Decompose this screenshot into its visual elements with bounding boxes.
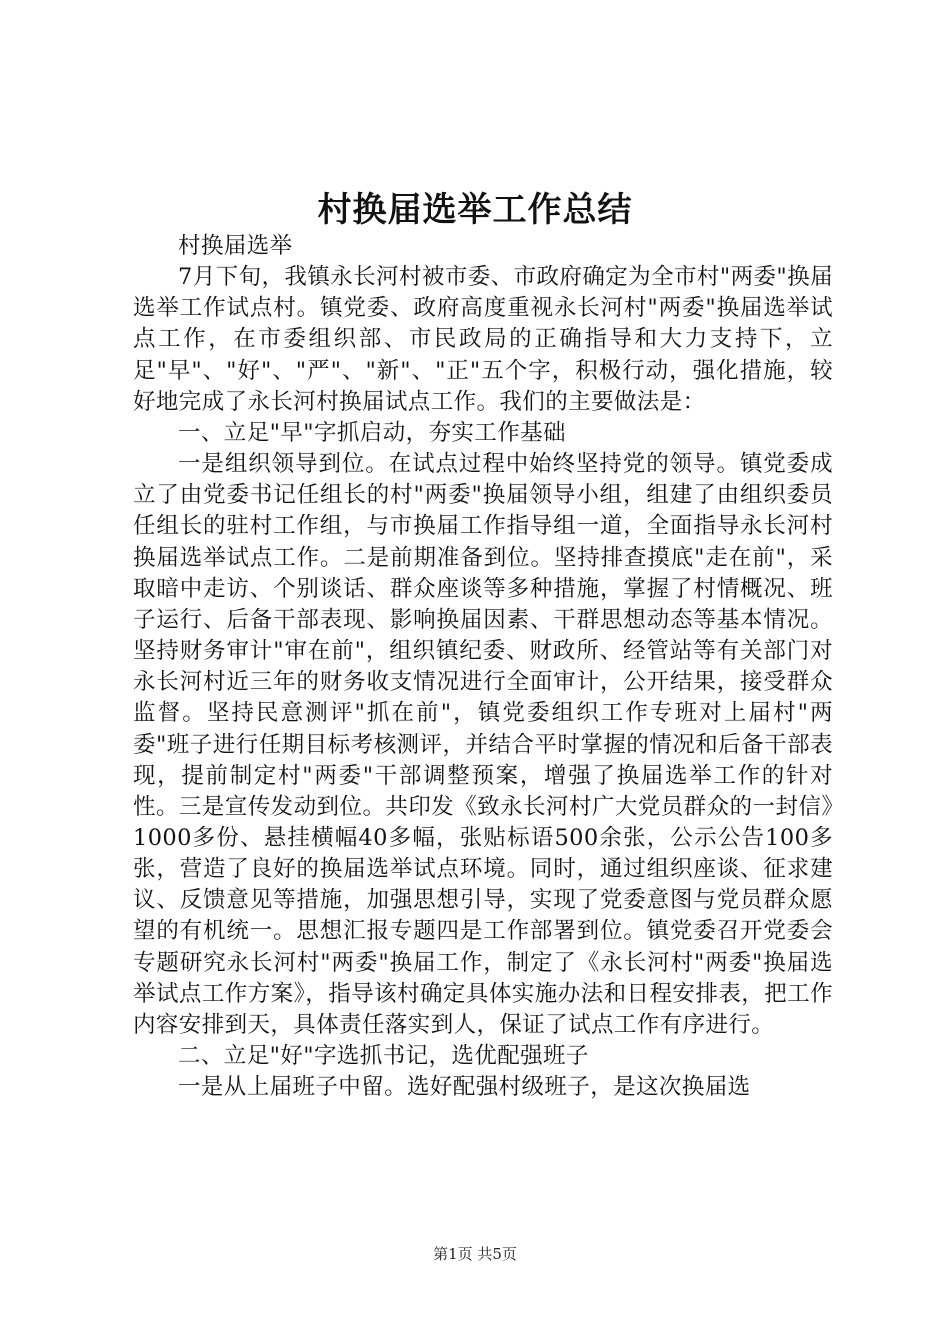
paragraph-section-2: 一是从上届班子中留。选好配强村级班子，是这次换届选 (178, 1074, 751, 1101)
paragraph-section-1: 一是组织领导到位。在试点过程中始终坚持党的领导。镇党委成立了由党委书记任组长的村"两委"换届领导小组，组建了由组织委员任组长的驻村工作组，与市换届工作指导组一道，全面指导永长河村换届选举试点工作。二是前期准备到位。坚持排查摸底"走在前"，采取暗中走访、个别谈话、群众座谈等多种措施，掌握了村情概况、班子运行、后备干部表现、影响换届因素、干群思想动态等基本情况。坚持财务审计"审在前"，组织镇纪委、财政所、经管站等有关部门对永长河村近三年的财务收支情况进行全面审计，公开结果，接受群众监督。坚持民意测评"抓在前"，镇党委组织工作专班对上届村"两委"班子进行任期目标考核测评，并结合平时掌握的情况和后备干部表现，提前制定村"两委"干部调整预案，增强了换届选举工作的针对性。三是宣传发动到位。共印发《致永长河村广大党员群众的一封信》1000多份、悬挂横幅40多幅，张贴标语500余张，公示公告100多张，营造了良好的换届选举试点环境。同时，通过组织座谈、征求建议、反馈意见等措施，加强思想引导，实现了党委意图与党员群众愿望的有机统一。思想汇报专题四是工作部署到位。镇党委召开党委会专题研究永长河村"两委"换届工作，制定了《永长河村"两委"换届选举试点工作方案》，指导该村确定具体实施办法和日程安排表，把工作内容安排到天，具体责任落实到人，保证了试点工作有序进行。 (133, 451, 833, 1038)
section-heading-2: 二、立足"好"字选抓书记，选优配强班子 (178, 1043, 589, 1070)
paragraph-subtitle: 村换届选举 (178, 233, 293, 259)
paragraph-intro: 7月下旬，我镇永长河村被市委、市政府确定为全市村"两委"换届选举工作试点村。镇党委、政府高度重视永长河村"两委"换届选举试点工作，在市委组织部、市民政局的正确指导和大力支持下，立足"早"、"好"、"严"、"新"、"正"五个字，积极行动，强化措施，较好地完成了永长河村换届试点工作。我们的主要做法是： (133, 264, 833, 415)
document-title: 村换届选举工作总结 (317, 190, 633, 230)
document-body (133, 231, 833, 1103)
page-footer: 第1页 共5页 (433, 1245, 517, 1263)
section-heading-1: 一、立足"早"字抓启动，夯实工作基础 (178, 419, 566, 446)
